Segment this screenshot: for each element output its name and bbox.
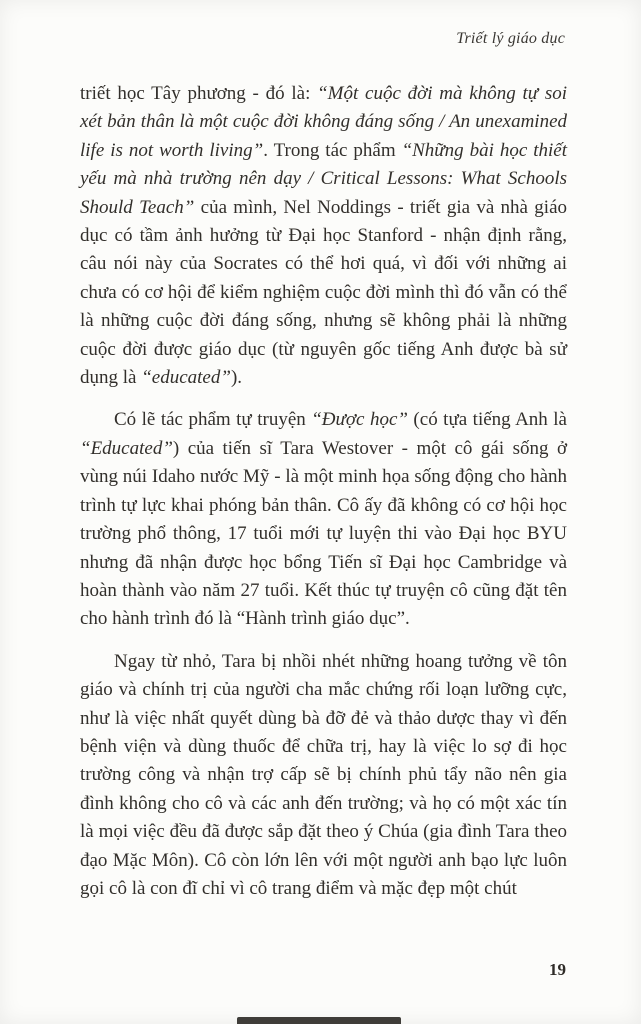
text-run: Có lẽ tác phẩm tự truyện <box>114 409 312 431</box>
scan-artifact <box>237 1017 401 1024</box>
paragraph <box>80 406 567 633</box>
running-header: Triết lý giáo dục <box>456 30 565 47</box>
italic-text-run: “educated” <box>141 367 231 389</box>
text-run: ) của tiến sĩ Tara Westover - một cô gái sống ở vùng núi Idaho nước Mỹ - là một minh họa sống động cho hành trình tự lực khai phóng bản thân. Cô ấy đã không có cơ hội học trường phổ thông, 17 tuổi mới tự luyện thi vào Đại học BYU nhưng đã nhận được học bổng Tiến sĩ Đại học Cambridge và hoàn thành vào năm 27 tuổi. Kết thúc tự truyện cô cũng đặt tên cho hành trình đó là “Hành trình giáo dục”. <box>80 437 567 630</box>
body-text <box>80 80 567 917</box>
paragraph <box>80 648 567 904</box>
text-run: Ngay từ nhỏ, Tara bị nhồi nhét những hoang tưởng về tôn giáo và chính trị của người cha mắc chứng rối loạn lưỡng cực, như là việc nhất quyết dùng bà đỡ đẻ và thảo dược thay vì đến bệnh viện và dùng thuốc để chữa trị, hay là việc lo sợ đi học trường công và nhận trợ cấp sẽ bị chính phủ tẩy não nên gia đình không cho cô và các anh đến trường; và họ có một xác tín là mọi việc đều đã được sắp đặt theo ý Chúa (gia đình Tara theo đạo Mặc Môn). Cô còn lớn lên với một người anh bạo lực luôn gọi cô là con đĩ chỉ vì cô trang điểm và mặc đẹp một chút <box>80 650 567 899</box>
page-number: 19 <box>549 960 566 979</box>
italic-text-run: “Một cuộc đời mà không tự soi xét bản thân là một cuộc đời không đáng sống / An unexamined life is not worth living” <box>80 83 568 161</box>
text-run: của mình, Nel Noddings - triết gia và nhà giáo dục có tầm ảnh hưởng từ Đại học Stanford - nhận định rằng, câu nói này của Socrates có thể hơi quá, vì đối với những ai chưa có cơ hội để kiểm nghiệm cuộc đời mình thì đó vẫn có thể là những cuộc đời đáng sống, nhưng sẽ không phải là những cuộc đời được giáo dục (từ nguyên gốc tiếng Anh được bà sử dụng là <box>80 196 567 389</box>
italic-text-run: “Educated” <box>80 437 173 459</box>
paragraph <box>80 80 567 392</box>
text-run: ). <box>230 367 243 389</box>
text-run: triết học Tây phương - đó là: <box>80 83 318 104</box>
text-run: . Trong tác phẩm <box>263 139 402 161</box>
italic-text-run: “Những bài học thiết yếu mà nhà trường nên dạy / Critical Lessons: What Schools Should Teach” <box>80 139 568 218</box>
italic-text-run: “Được học” <box>311 409 408 431</box>
text-run: (có tựa tiếng Anh là <box>407 409 567 431</box>
